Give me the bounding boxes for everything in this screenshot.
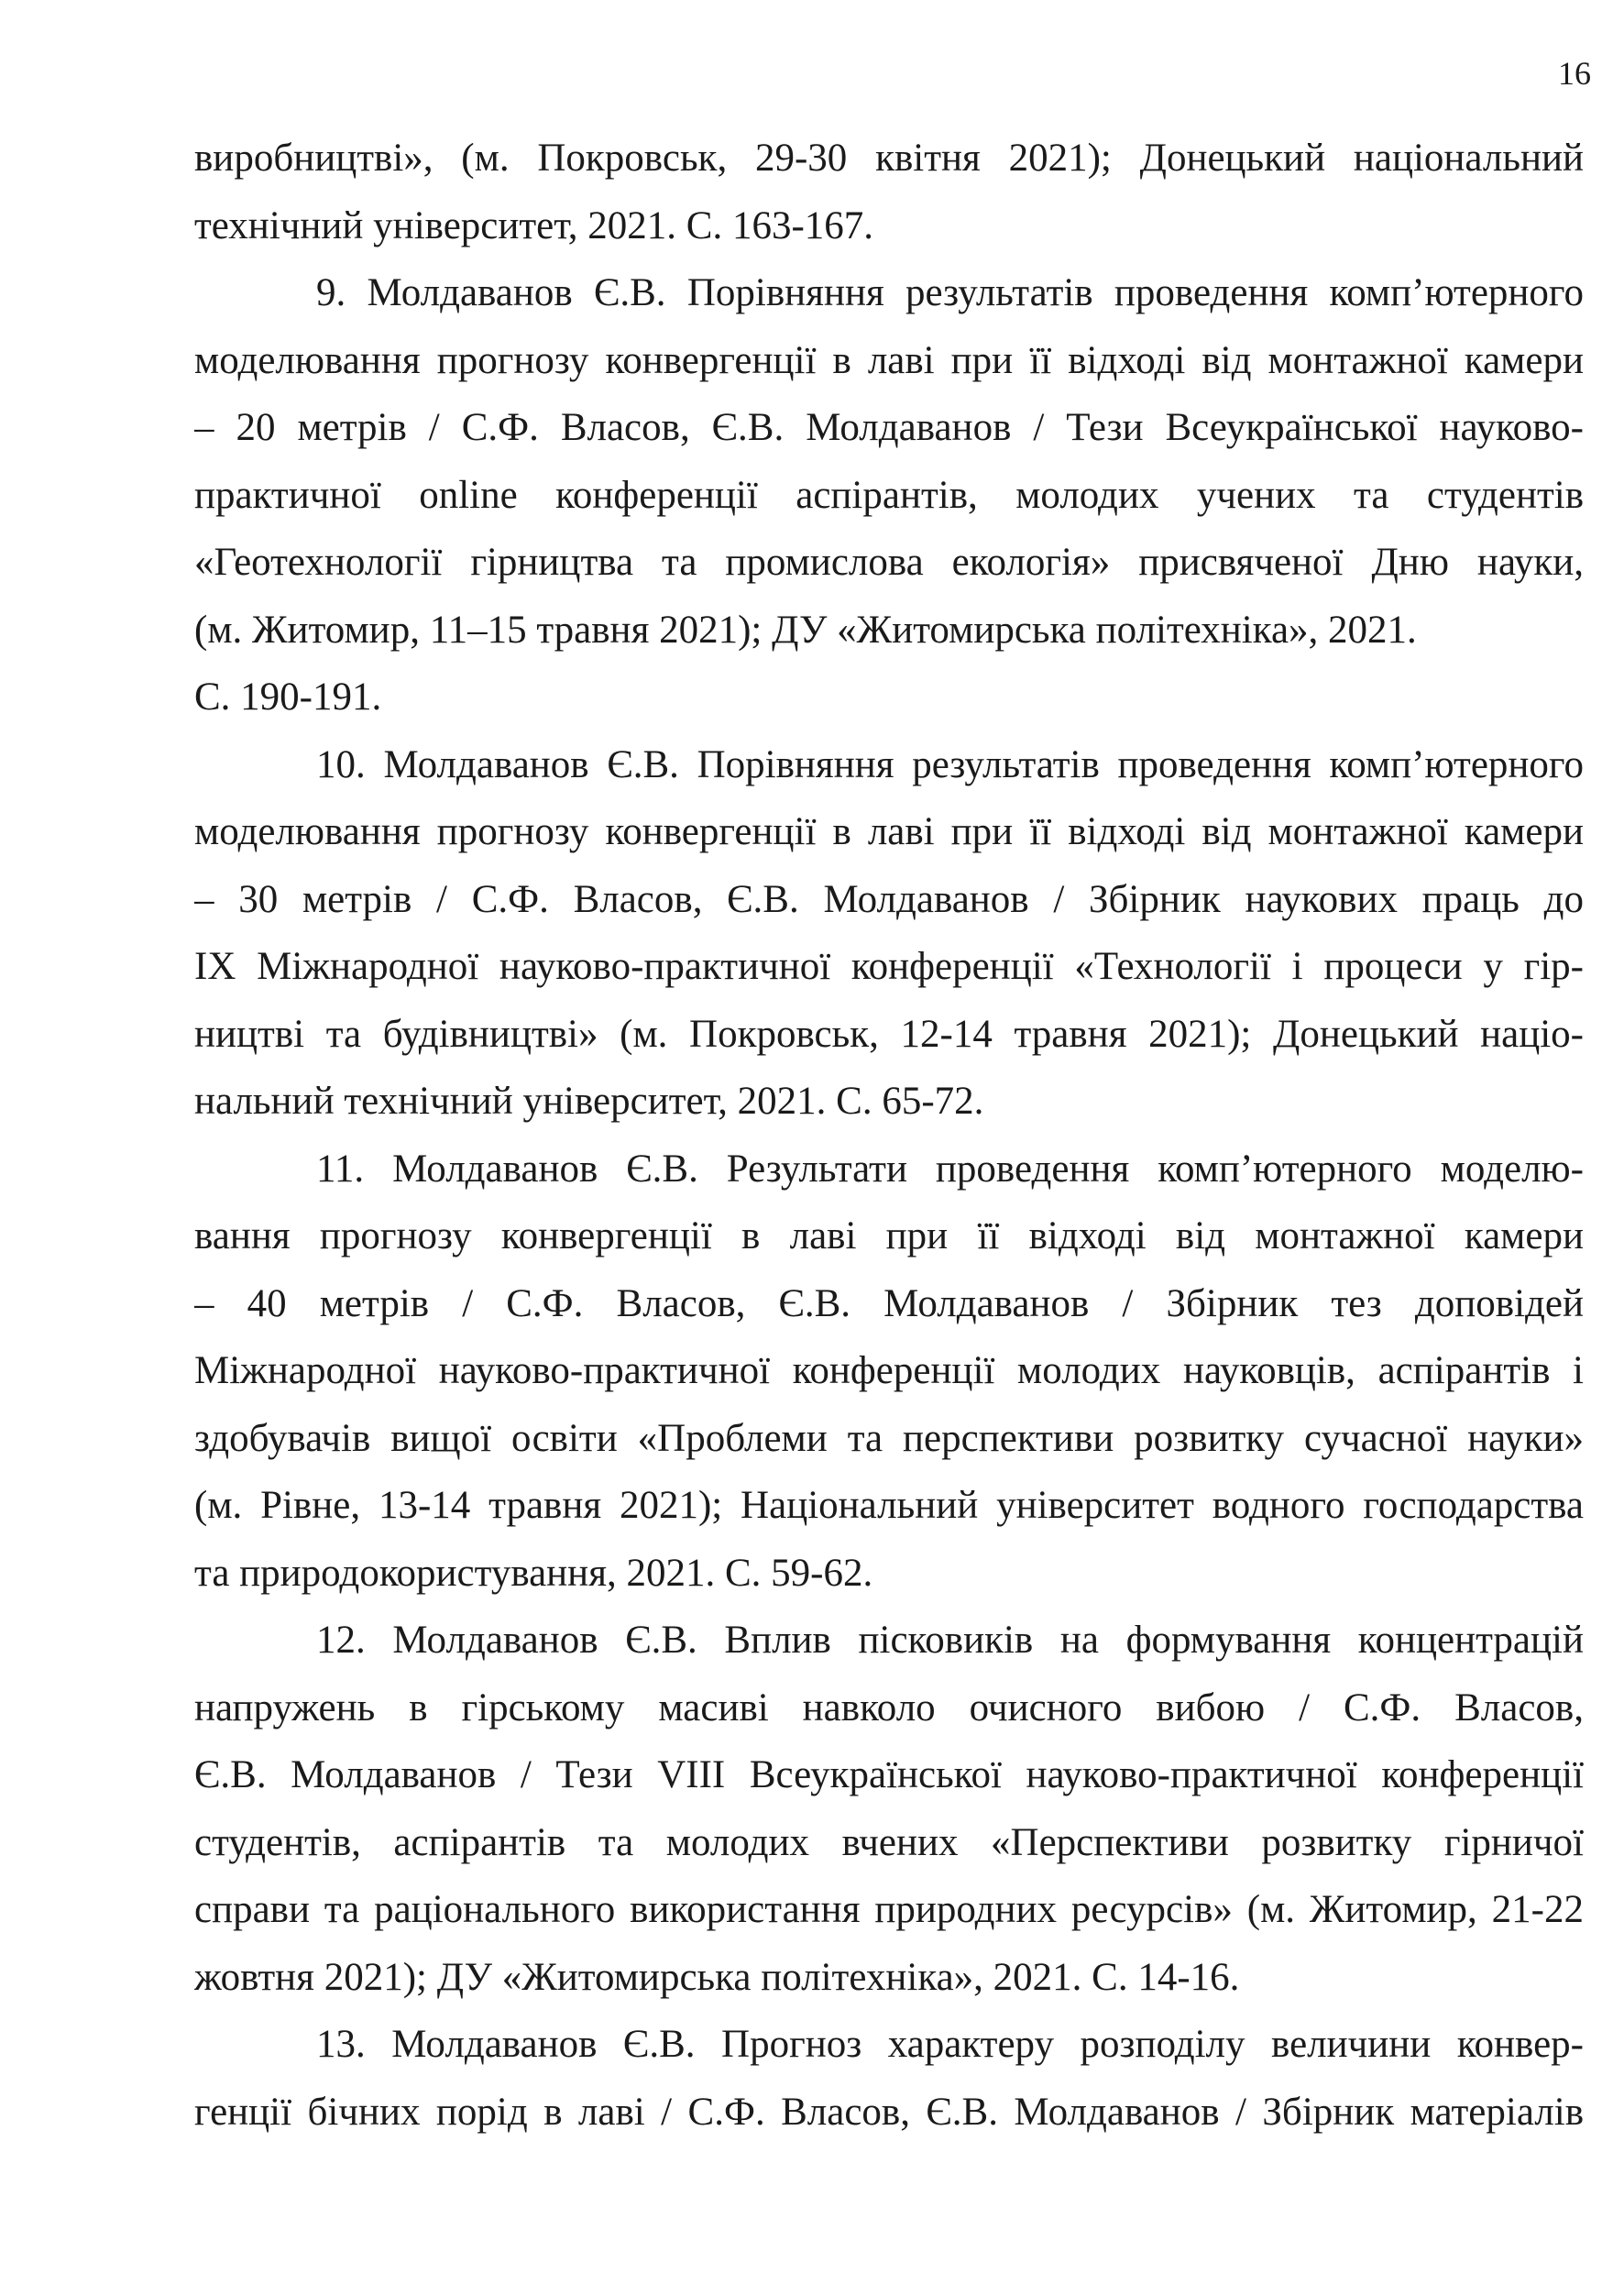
text-line: «Геотехнології гірництва та промислова екологія» присвяченої Дню науки,	[194, 541, 1584, 584]
text-line: (м. Рівне, 13-14 травня 2021); Національний університет водного господарства	[194, 1484, 1584, 1527]
text-line: нальний технічний університет, 2021. С. 65-72.	[194, 1080, 984, 1123]
text-line: виробництві», (м. Покровськ, 29-30 квітня 2021); Донецький національний	[194, 137, 1584, 180]
reference-list	[194, 125, 1584, 2146]
text-line: практичної online конференції аспірантів, молодих учених та студентів	[194, 473, 1584, 517]
text-line: жовтня 2021); ДУ «Житомирська політехніка», 2021. С. 14-16.	[194, 1955, 1240, 1999]
text-line: ництві та будівництві» (м. Покровськ, 12-14 травня 2021); Донецький націо-	[194, 1012, 1584, 1056]
reference-item-start: 9. Молдаванов Є.В. Порівняння результатів проведення комп’ютерного	[316, 271, 1584, 314]
text-line: IX Міжнародної науково-практичної конференції «Технології і процеси у гір-	[194, 945, 1584, 988]
text-line: Міжнародної науково-практичної конференції молодих науковців, аспірантів і	[194, 1349, 1584, 1392]
text-line: та природокористування, 2021. С. 59-62.	[194, 1551, 873, 1595]
text-line: вання прогнозу конвергенції в лаві при її відході від монтажної камери	[194, 1214, 1584, 1257]
text-line: С. 190-191.	[194, 675, 382, 719]
text-line: технічний університет, 2021. С. 163-167.	[194, 203, 874, 247]
reference-item-start: 13. Молдаванов Є.В. Прогноз характеру розподілу величини конвер-	[316, 2023, 1584, 2066]
reference-item-start: 12. Молдаванов Є.В. Вплив пісковиків на формування концентрацій	[316, 1619, 1584, 1662]
text-line: генції бічних порід в лаві / С.Ф. Власов, Є.В. Молдаванов / Збірник матеріалів	[194, 2090, 1584, 2134]
text-line: Є.В. Молдаванов / Тези VIII Всеукраїнської науково-практичної конференції	[194, 1753, 1584, 1796]
text-line: здобувачів вищої освіти «Проблеми та перспективи розвитку сучасної науки»	[194, 1416, 1584, 1460]
text-line: напружень в гірському масиві навколо очисного вибою / С.Ф. Власов,	[194, 1686, 1584, 1729]
text-line: студентів, аспірантів та молодих вчених «Перспективи розвитку гірничої	[194, 1820, 1584, 1864]
reference-item-start: 10. Молдаванов Є.В. Порівняння результатів проведення комп’ютерного	[316, 742, 1584, 786]
text-line: – 40 метрів / С.Ф. Власов, Є.В. Молдаванов / Збірник тез доповідей	[194, 1281, 1584, 1325]
text-line: моделювання прогнозу конвергенції в лаві при її відході від монтажної камери	[194, 338, 1584, 382]
reference-item-start: 11. Молдаванов Є.В. Результати проведення комп’ютерного моделю-	[316, 1147, 1584, 1191]
page-number: 16	[1558, 55, 1591, 92]
text-line: справи та раціонального використання природних ресурсів» (м. Житомир, 21-22	[194, 1888, 1584, 1931]
text-line: (м. Житомир, 11–15 травня 2021); ДУ «Житомирська політехніка», 2021.	[194, 608, 1417, 652]
text-line: – 20 метрів / С.Ф. Власов, Є.В. Молдаванов / Тези Всеукраїнської науково-	[194, 406, 1584, 449]
text-line: – 30 метрів / С.Ф. Власов, Є.В. Молдаванов / Збірник наукових праць до	[194, 877, 1584, 921]
text-line: моделювання прогнозу конвергенції в лаві при її відході від монтажної камери	[194, 810, 1584, 853]
